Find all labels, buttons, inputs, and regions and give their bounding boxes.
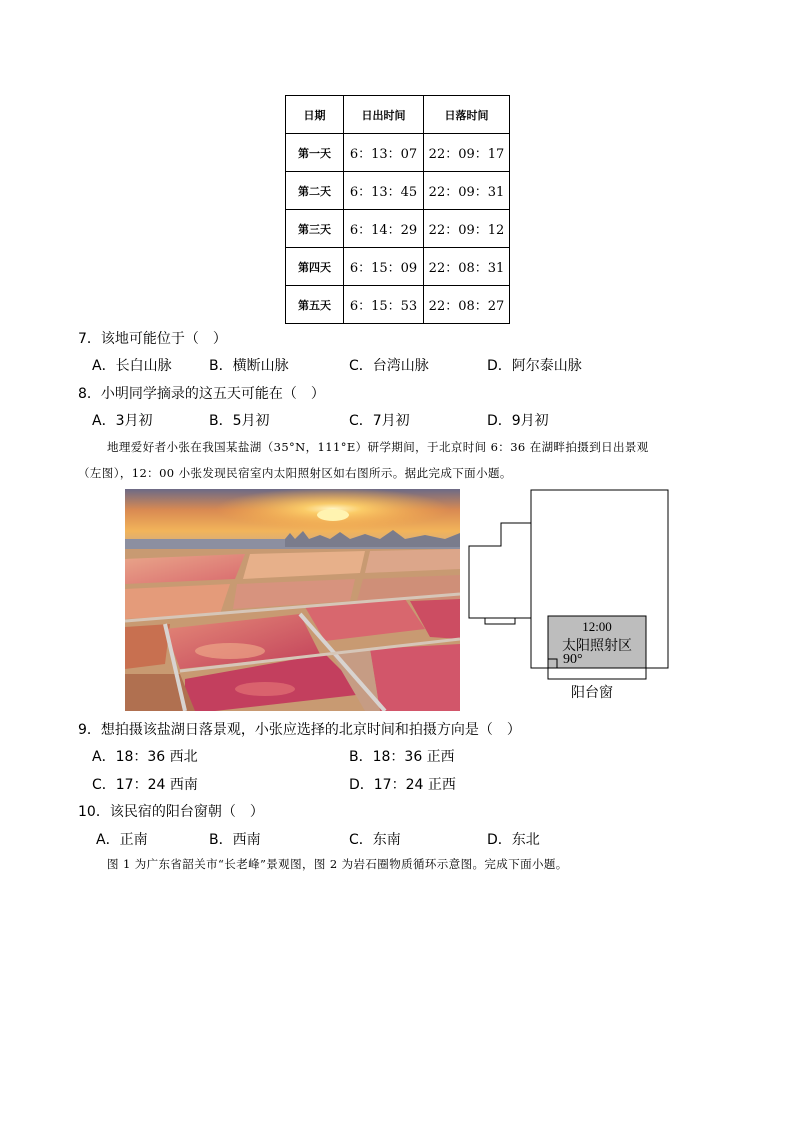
question-9-option-c: C．17：24 西南 xyxy=(92,777,198,793)
question-7-option-d: D．阿尔泰山脉 xyxy=(487,358,582,374)
question-7-option-b: B．横断山脉 xyxy=(209,358,289,374)
table-cell-day: 第一天 xyxy=(286,134,344,172)
table-cell-sunrise: 6：15：09 xyxy=(344,248,424,286)
question-9-stem: 9．想拍摄该盐湖日落景观，小张应选择的北京时间和拍摄方向是（ ） xyxy=(78,722,521,738)
table-header-row xyxy=(286,96,510,134)
diagram-sun-area-label: 太阳照射区 xyxy=(562,638,632,654)
table-cell-sunrise: 6：15：53 xyxy=(344,286,424,324)
question-8-option-b: B．5月初 xyxy=(209,413,270,429)
room-floorplan xyxy=(466,488,670,700)
table-cell-sunset: 22：09：17 xyxy=(424,134,510,172)
salt-lake-illustration xyxy=(125,489,460,711)
table-cell-day: 第五天 xyxy=(286,286,344,324)
diagram-window-label: 阳台窗 xyxy=(571,685,613,701)
question-8-option-a: A．3月初 xyxy=(92,413,153,429)
sunrise-sunset-table xyxy=(285,95,510,324)
question-9-option-a: A．18：36 西北 xyxy=(92,749,198,765)
table-row xyxy=(286,172,510,210)
table-cell-sunset: 22：09：12 xyxy=(424,210,510,248)
question-8-option-d: D．9月初 xyxy=(487,413,549,429)
question-8-option-c: C．7月初 xyxy=(349,413,410,429)
passage-1-line-1: 地理爱好者小张在我国某盐湖（35°N，111°E）研学期间，于北京时间 6：36 在湖畔拍摄到日出景观 xyxy=(107,440,649,454)
question-8-stem: 8．小明同学摘录的这五天可能在（ ） xyxy=(78,386,325,402)
question-10-option-a: A．正南 xyxy=(96,832,148,848)
table-cell-sunset: 22：09：31 xyxy=(424,172,510,210)
table-row xyxy=(286,286,510,324)
question-10-option-c: C．东南 xyxy=(349,832,401,848)
question-7-option-c: C．台湾山脉 xyxy=(349,358,429,374)
table-cell-day: 第三天 xyxy=(286,210,344,248)
table-cell-sunset: 22：08：31 xyxy=(424,248,510,286)
passage-2-line-1: 图 1 为广东省韶关市“长老峰”景观图，图 2 为岩石圈物质循环示意图。完成下面小题。 xyxy=(107,857,568,871)
salt-lake-sunrise-photo xyxy=(125,489,460,711)
table-cell-day: 第二天 xyxy=(286,172,344,210)
question-10-stem: 10．该民宿的阳台窗朝（ ） xyxy=(78,804,264,820)
passage-1-line-2: （左图），12：00 小张发现民宿室内太阳照射区如右图所示。据此完成下面小题。 xyxy=(78,466,512,480)
table-cell-sunrise: 6：14：29 xyxy=(344,210,424,248)
table-cell-sunrise: 6：13：45 xyxy=(344,172,424,210)
header-sunset: 日落时间 xyxy=(424,96,510,134)
question-9-option-d: D．17：24 正西 xyxy=(349,777,456,793)
question-10-option-d: D．东北 xyxy=(487,832,540,848)
diagram-angle-label: 90° xyxy=(563,652,583,667)
question-7-option-a: A．长白山脉 xyxy=(92,358,172,374)
table-cell-sunrise: 6：13：07 xyxy=(344,134,424,172)
question-9-option-b: B．18：36 正西 xyxy=(349,749,455,765)
question-7-stem: 7．该地可能位于（ ） xyxy=(78,331,227,347)
question-10-option-b: B．西南 xyxy=(209,832,261,848)
header-date: 日期 xyxy=(286,96,344,134)
header-sunrise: 日出时间 xyxy=(344,96,424,134)
room-sunlight-diagram xyxy=(466,488,670,700)
table-cell-sunset: 22：08：27 xyxy=(424,286,510,324)
table-row xyxy=(286,134,510,172)
table-row xyxy=(286,248,510,286)
table-row xyxy=(286,210,510,248)
table-cell-day: 第四天 xyxy=(286,248,344,286)
diagram-time-label: 12:00 xyxy=(582,619,612,634)
